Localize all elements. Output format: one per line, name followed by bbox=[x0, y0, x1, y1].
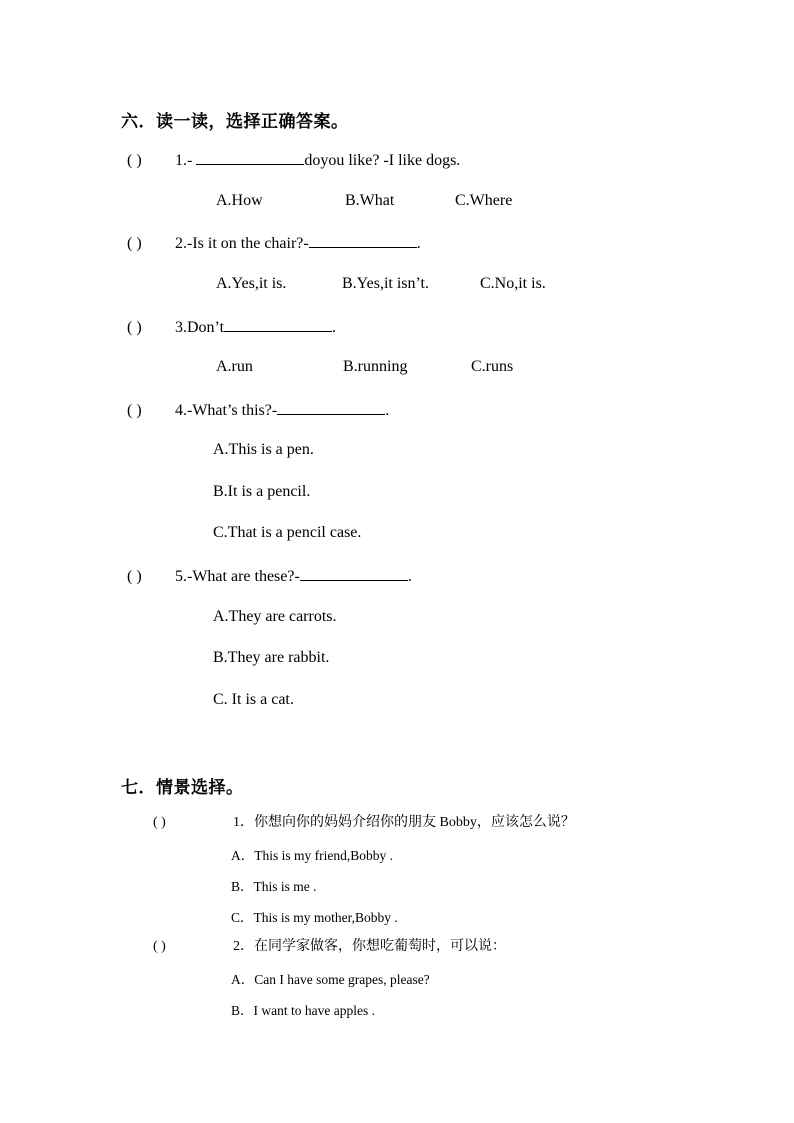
option-a: A.They are carrots. bbox=[213, 608, 337, 625]
option-c: C.No,it is. bbox=[480, 275, 546, 292]
question-text-pre: 5.-What are these?- bbox=[175, 568, 300, 585]
question-text-post: . bbox=[385, 402, 390, 419]
answer-paren[interactable]: ( ) bbox=[153, 939, 166, 954]
option-a: A.This is a pen. bbox=[213, 441, 314, 458]
option-b: B.running bbox=[343, 358, 408, 375]
answer-paren[interactable]: ( ) bbox=[127, 402, 142, 419]
question-4 bbox=[127, 400, 389, 420]
option-a: A.Yes,it is. bbox=[216, 275, 287, 292]
option-b: B.What bbox=[345, 192, 395, 209]
answer-blank bbox=[196, 150, 304, 165]
question-text-pre: 4.-What’s this?- bbox=[175, 402, 278, 419]
question-3 bbox=[127, 317, 336, 337]
answer-blank bbox=[277, 400, 385, 415]
option-c: C.That is a pencil case. bbox=[213, 524, 362, 541]
answer-blank bbox=[300, 566, 408, 581]
option-b: B.It is a pencil. bbox=[213, 483, 311, 500]
option-b: B．This is me . bbox=[231, 879, 317, 894]
answer-paren[interactable]: ( ) bbox=[127, 568, 142, 585]
option-c: C.runs bbox=[471, 358, 514, 375]
option-b: B.They are rabbit. bbox=[213, 649, 330, 666]
question-5 bbox=[127, 566, 412, 586]
question-1 bbox=[127, 150, 460, 170]
answer-blank bbox=[224, 317, 332, 332]
option-a: A．This is my friend,Bobby . bbox=[231, 848, 393, 863]
section7-heading: 七．情景选择。 bbox=[121, 778, 244, 797]
section6-heading: 六．读一读，选择正确答案。 bbox=[121, 112, 349, 131]
answer-paren[interactable]: ( ) bbox=[127, 152, 142, 169]
answer-paren[interactable]: ( ) bbox=[153, 815, 166, 830]
option-a: A.How bbox=[216, 192, 263, 209]
option-c: C.Where bbox=[455, 192, 513, 209]
question-7-2 bbox=[153, 935, 506, 955]
question-text-post: . bbox=[407, 568, 412, 585]
question-2 bbox=[127, 233, 421, 253]
answer-paren[interactable]: ( ) bbox=[127, 235, 142, 252]
question-text-pre: 3.Don’t bbox=[175, 319, 225, 336]
question-7-1 bbox=[153, 811, 575, 831]
question-text-post: . bbox=[416, 235, 421, 252]
option-a: A.run bbox=[216, 358, 253, 375]
answer-paren[interactable]: ( ) bbox=[127, 319, 142, 336]
option-c: C. It is a cat. bbox=[213, 691, 294, 708]
answer-blank bbox=[309, 233, 417, 248]
question-text-post: . bbox=[332, 319, 337, 336]
option-a: A．Can I have some grapes, please? bbox=[231, 972, 430, 987]
option-b: B．I want to have apples . bbox=[231, 1003, 375, 1018]
question-text: 2．在同学家做客，你想吃葡萄时，可以说： bbox=[233, 939, 506, 954]
question-text-post: doyou like? -I like dogs. bbox=[304, 152, 461, 169]
option-c: C．This is my mother,Bobby . bbox=[231, 910, 398, 925]
question-text-pre: 2.-Is it on the chair?- bbox=[175, 235, 309, 252]
question-text: 1．你想向你的妈妈介绍你的朋友 Bobby，应该怎么说？ bbox=[233, 815, 575, 830]
option-b: B.Yes,it isn’t. bbox=[342, 275, 429, 292]
question-text-pre: 1.- bbox=[175, 152, 197, 169]
